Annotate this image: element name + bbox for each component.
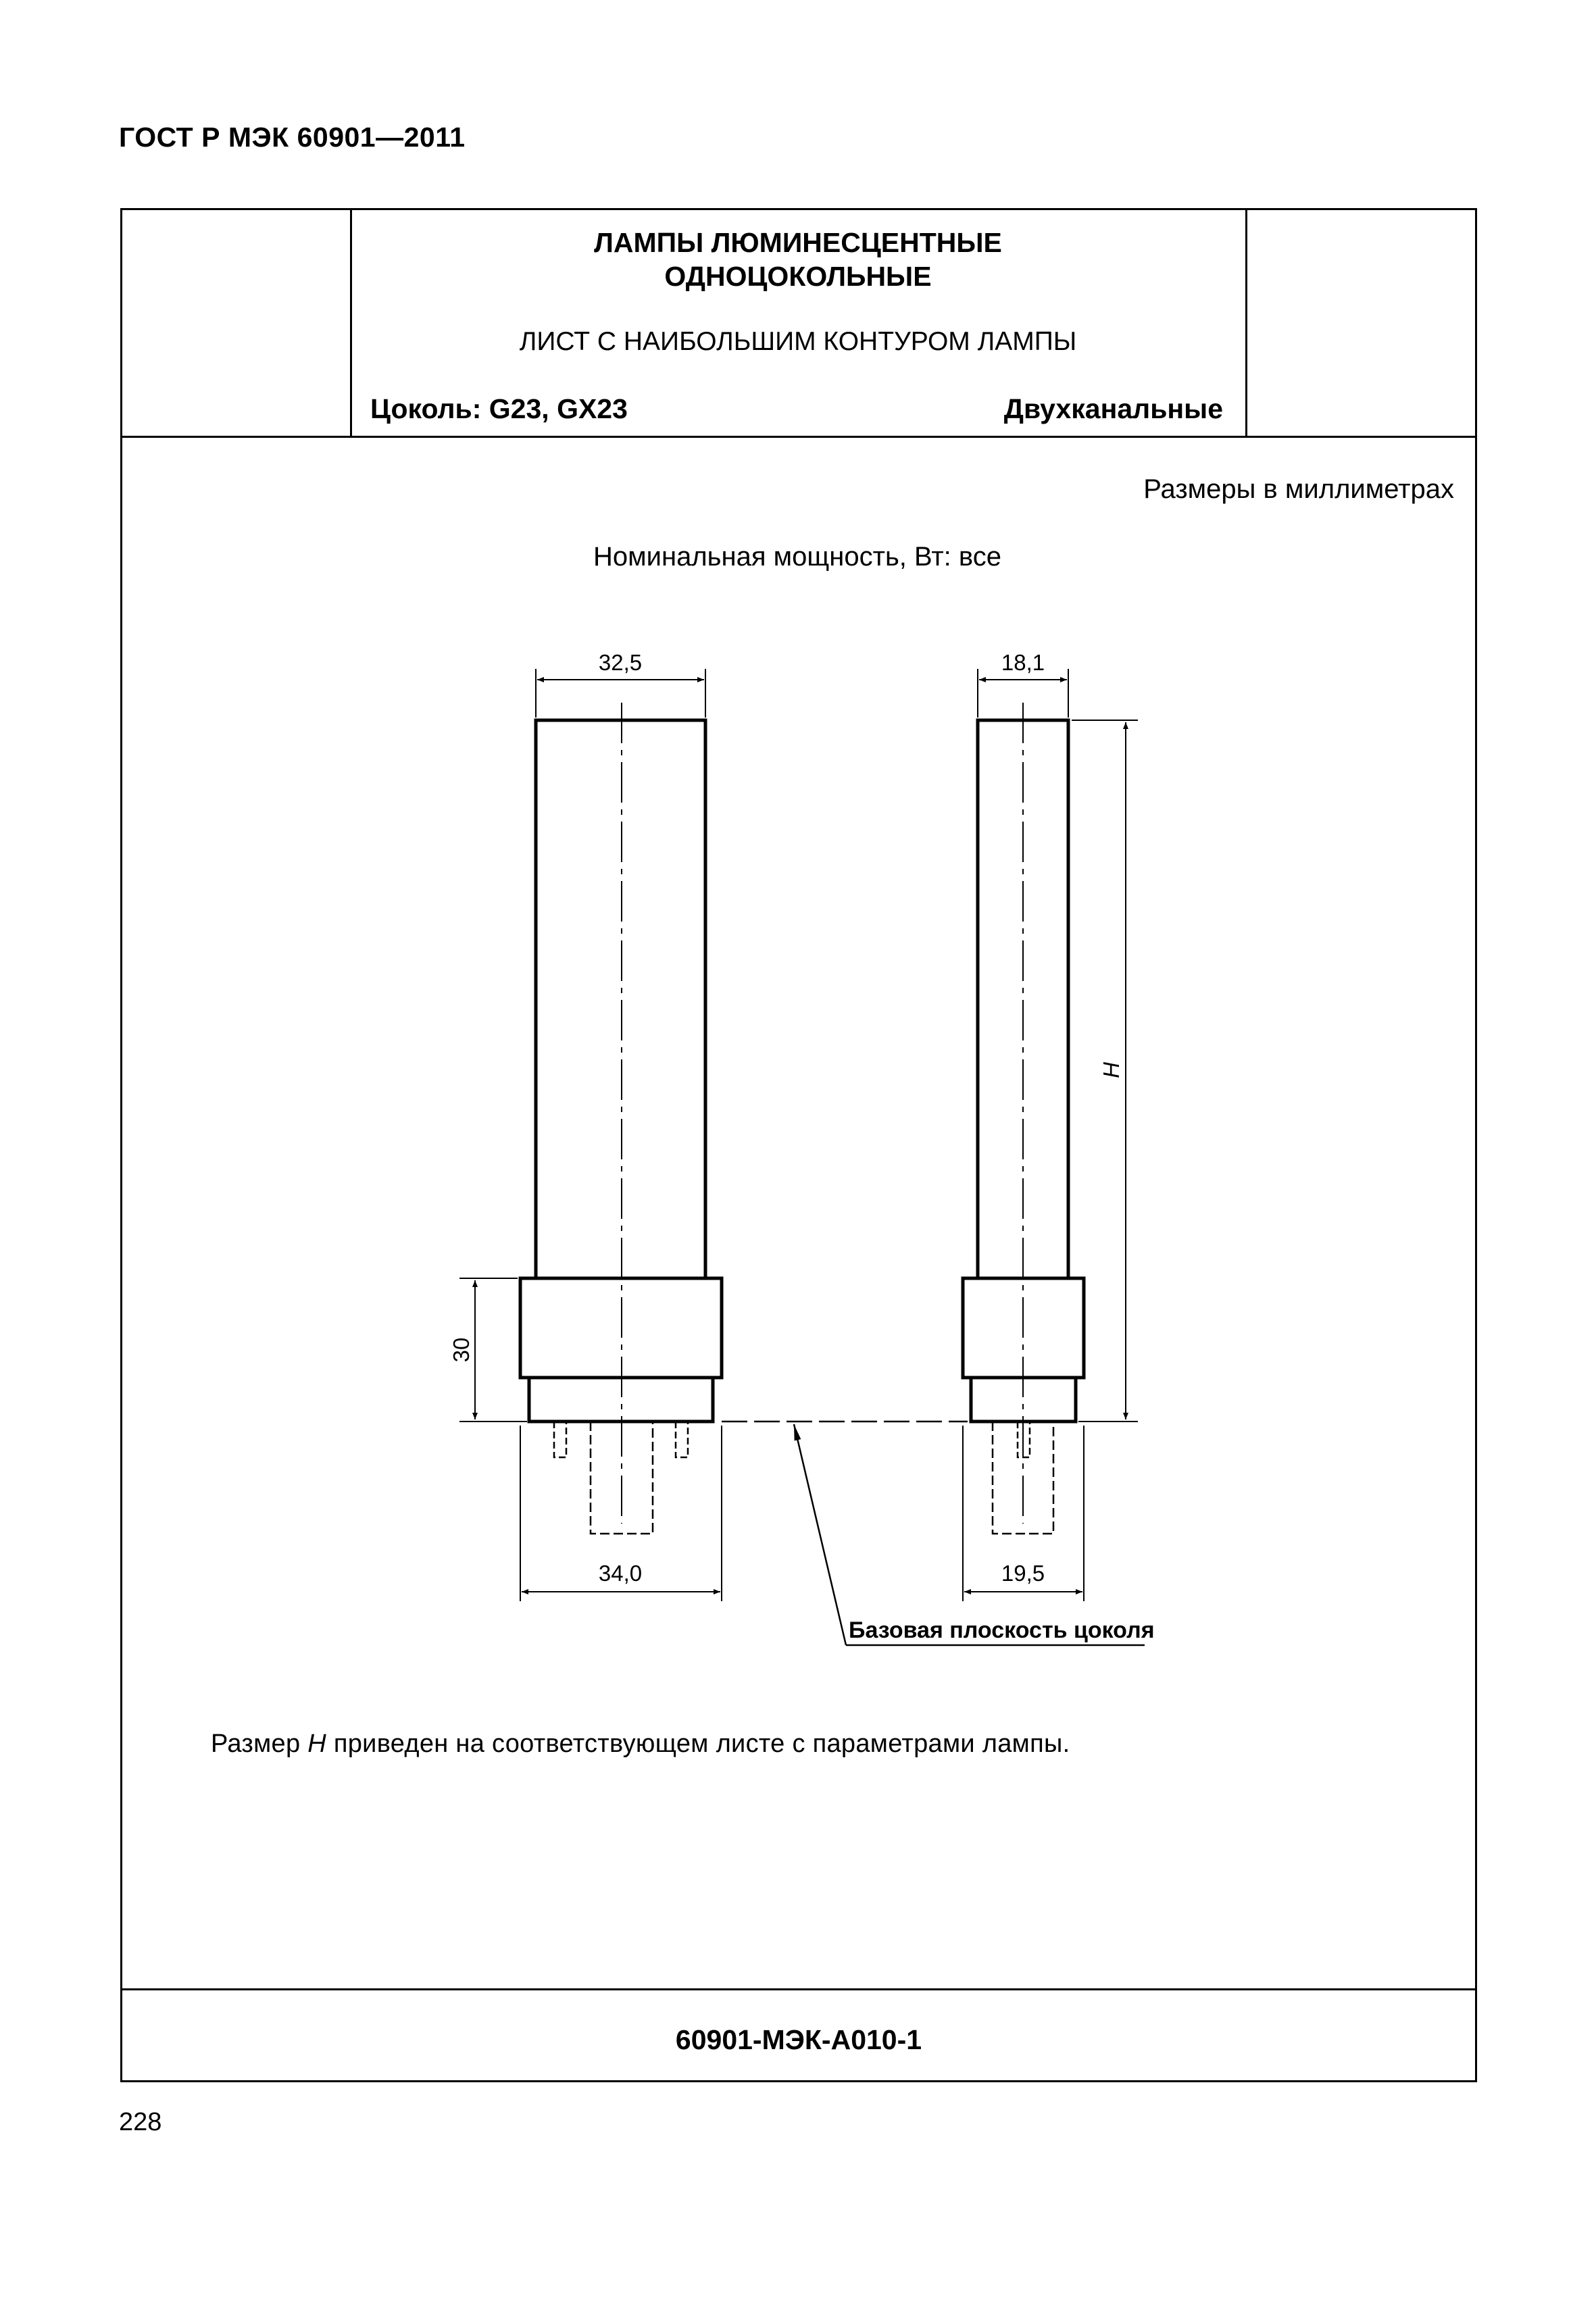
front-dimensions [459,669,722,1601]
dim-front-tube-width: 32,5 [598,650,643,675]
cap-designation: Цоколь: G23, GX23 [370,393,628,424]
footnote-prefix: Размер [211,1730,308,1758]
front-pin-right [676,1422,688,1457]
rated-power: Номинальная мощность, Вт: все [593,542,1001,572]
base-plane-leader [794,1424,846,1645]
dim-base-height: 30 [449,1337,474,1363]
dim-side-tube-width: 18,1 [1001,650,1045,675]
footnote-variable: H [307,1730,327,1758]
page-number: 228 [119,2108,162,2136]
units-note: Размеры в миллиметрах [1143,474,1454,504]
front-view [520,703,722,1534]
dim-front-base-width: 34,0 [598,1561,643,1586]
footnote-suffix: приведен на соответствующем листе с параметрами лампы. [326,1730,1070,1758]
front-tube [536,720,705,1278]
side-dimensions [963,669,1138,1601]
sheet-title-line2: ОДНОЦОКОЛЬНЫЕ [664,261,932,292]
front-pin-left [554,1422,566,1457]
side-view [963,703,1084,1534]
base-plane-label: Базовая плоскость цоколя [849,1617,1155,1643]
sheet-title-line1: ЛАМПЫ ЛЮМИНЕСЦЕНТНЫЕ [594,227,1002,258]
dim-height-variable: H [1099,1062,1124,1078]
document-standard-header: ГОСТ Р МЭК 60901—2011 [119,122,466,153]
lamp-type: Двухканальные [1003,393,1223,424]
dim-side-base-width: 19,5 [1001,1561,1045,1586]
sheet-subtitle: ЛИСТ С НАИБОЛЬШИМ КОНТУРОМ ЛАМПЫ [519,327,1077,356]
sheet-code: 60901-МЭК-А010-1 [675,2024,922,2055]
